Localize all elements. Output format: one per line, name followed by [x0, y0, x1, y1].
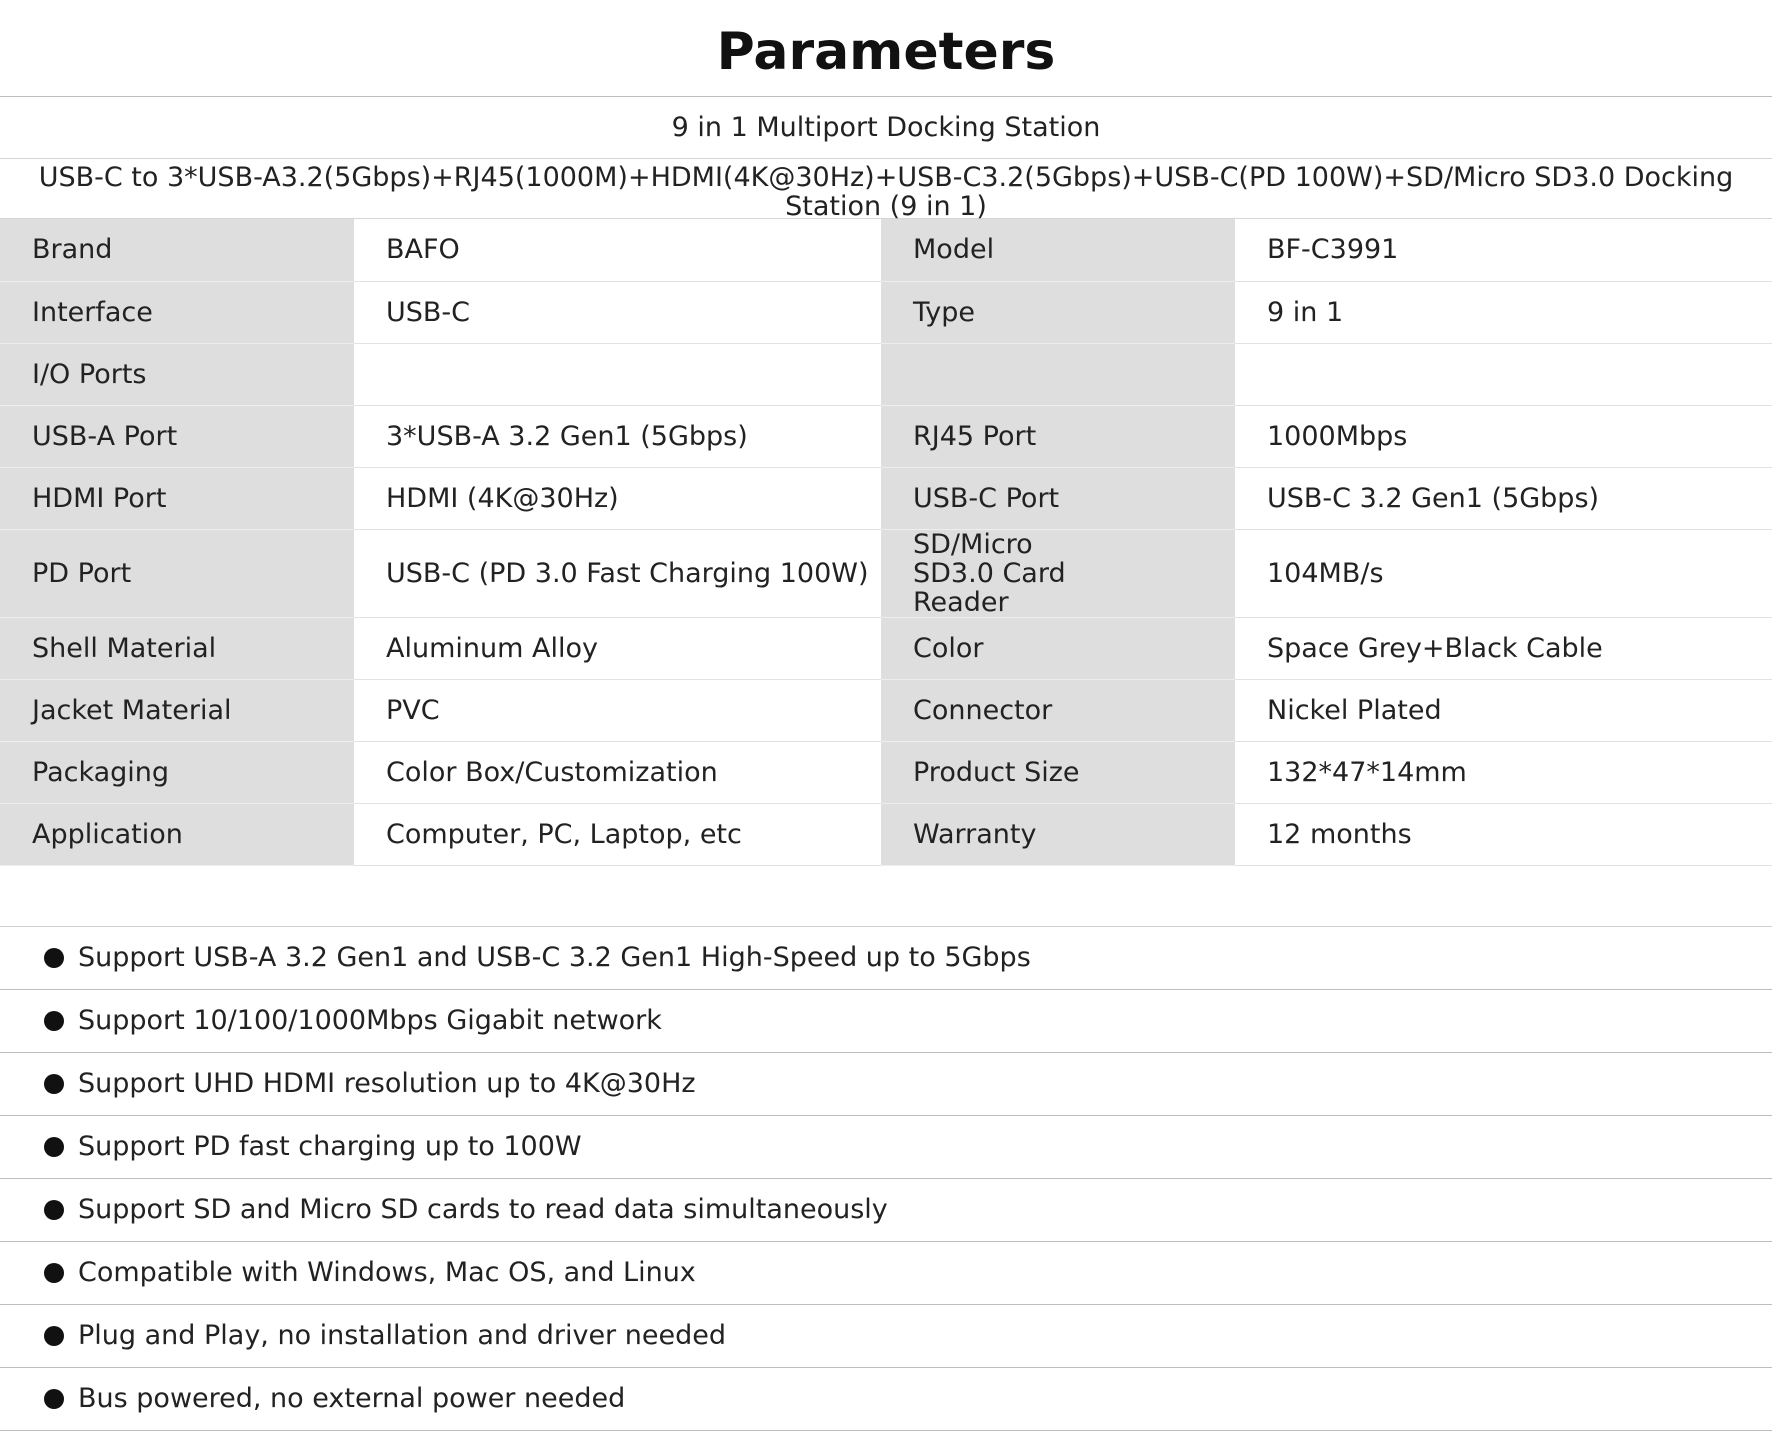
bullet-icon	[44, 1326, 64, 1346]
spec-key: USB-A Port	[0, 405, 354, 467]
spec-value: 3*USB-A 3.2 Gen1 (5Gbps)	[354, 405, 881, 467]
feature-text: Support UHD HDMI resolution up to 4K@30Hz	[78, 1068, 696, 1099]
feature-text: Support PD fast charging up to 100W	[78, 1131, 582, 1162]
spec-value: 1000Mbps	[1235, 405, 1772, 467]
spec-key: RJ45 Port	[881, 405, 1235, 467]
spec-row	[0, 529, 1772, 617]
spec-key: USB-C Port	[881, 467, 1235, 529]
spec-value: USB-C (PD 3.0 Fast Charging 100W)	[354, 529, 881, 617]
spec-row	[0, 405, 1772, 467]
section-divider	[0, 866, 1772, 927]
spec-row	[0, 803, 1772, 865]
spec-value: Color Box/Customization	[354, 741, 881, 803]
feature-text: Plug and Play, no installation and driver needed	[78, 1320, 726, 1351]
bullet-icon	[44, 1263, 64, 1283]
spec-table	[0, 219, 1772, 866]
spec-key: Packaging	[0, 741, 354, 803]
bullet-icon	[44, 1011, 64, 1031]
spec-key: HDMI Port	[0, 467, 354, 529]
spec-value	[1235, 343, 1772, 405]
product-subtitle: 9 in 1 Multiport Docking Station	[0, 97, 1772, 159]
spec-value: Nickel Plated	[1235, 679, 1772, 741]
spec-row	[0, 467, 1772, 529]
bullet-icon	[44, 1389, 64, 1409]
spec-value: 12 months	[1235, 803, 1772, 865]
spec-key: Brand	[0, 219, 354, 281]
list-item	[0, 1179, 1772, 1242]
spec-value: USB-C	[354, 281, 881, 343]
spec-row	[0, 281, 1772, 343]
feature-text: Support USB-A 3.2 Gen1 and USB-C 3.2 Gen1 High-Speed up to 5Gbps	[78, 942, 1031, 973]
spec-row	[0, 679, 1772, 741]
bullet-icon	[44, 1074, 64, 1094]
list-item	[0, 1305, 1772, 1368]
spec-key: I/O Ports	[0, 343, 354, 405]
spec-value: Space Grey+Black Cable	[1235, 617, 1772, 679]
list-item	[0, 1116, 1772, 1179]
spec-value: BF-C3991	[1235, 219, 1772, 281]
spec-row	[0, 617, 1772, 679]
feature-list	[0, 927, 1772, 1431]
feature-text: Support 10/100/1000Mbps Gigabit network	[78, 1005, 662, 1036]
spec-key: Application	[0, 803, 354, 865]
spec-row	[0, 219, 1772, 281]
list-item	[0, 1242, 1772, 1305]
spec-value: 9 in 1	[1235, 281, 1772, 343]
spec-key: Warranty	[881, 803, 1235, 865]
spec-value: Computer, PC, Laptop, etc	[354, 803, 881, 865]
feature-text: Compatible with Windows, Mac OS, and Linux	[78, 1257, 696, 1288]
spec-value: 104MB/s	[1235, 529, 1772, 617]
spec-key: Shell Material	[0, 617, 354, 679]
product-description: USB-C to 3*USB-A3.2(5Gbps)+RJ45(1000M)+HDMI(4K@30Hz)+USB-C3.2(5Gbps)+USB-C(PD 100W)+SD/Micro SD3.0 Docking Station (9 in 1)	[0, 159, 1772, 219]
spec-key: Color	[881, 617, 1235, 679]
spec-key: Connector	[881, 679, 1235, 741]
spec-key: Model	[881, 219, 1235, 281]
spec-row	[0, 741, 1772, 803]
list-item	[0, 1368, 1772, 1431]
list-item	[0, 1053, 1772, 1116]
spec-key	[881, 343, 1235, 405]
bullet-icon	[44, 1137, 64, 1157]
feature-text: Support SD and Micro SD cards to read data simultaneously	[78, 1194, 888, 1225]
spec-value: Aluminum Alloy	[354, 617, 881, 679]
spec-key: Type	[881, 281, 1235, 343]
spec-row	[0, 343, 1772, 405]
spec-key: PD Port	[0, 529, 354, 617]
spec-key: Interface	[0, 281, 354, 343]
feature-text: Bus powered, no external power needed	[78, 1383, 626, 1414]
spec-key: SD/Micro SD3.0 Card Reader	[881, 529, 1235, 617]
spec-key: Product Size	[881, 741, 1235, 803]
bullet-icon	[44, 948, 64, 968]
bullet-icon	[44, 1200, 64, 1220]
spec-key: Jacket Material	[0, 679, 354, 741]
spec-value: USB-C 3.2 Gen1 (5Gbps)	[1235, 467, 1772, 529]
spec-value: 132*47*14mm	[1235, 741, 1772, 803]
list-item	[0, 927, 1772, 990]
spec-value: HDMI (4K@30Hz)	[354, 467, 881, 529]
page-title: Parameters	[0, 0, 1772, 97]
spec-value: BAFO	[354, 219, 881, 281]
spec-value	[354, 343, 881, 405]
spec-value: PVC	[354, 679, 881, 741]
list-item	[0, 990, 1772, 1053]
